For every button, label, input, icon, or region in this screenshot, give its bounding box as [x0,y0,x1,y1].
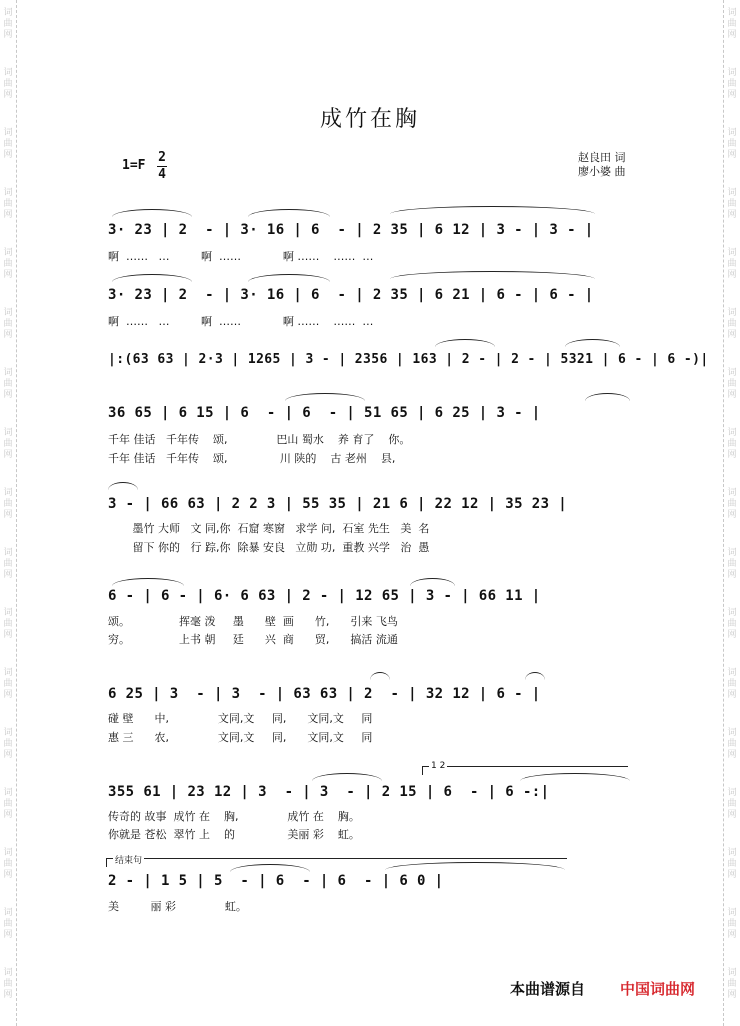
watermark-text: 词 曲 网 [727,608,737,640]
source-label: 本曲谱源自 [510,980,586,998]
watermark-text: 词 曲 网 [3,248,13,280]
watermark-text: 词 曲 网 [3,548,13,580]
watermark-text: 词 曲 网 [727,668,737,700]
watermark-text: 词 曲 网 [3,68,13,100]
left-watermark-strip [0,0,17,1026]
notes-line: 355 61 | 23 12 | 3 - | 3 - | 2 15 | 6 - | 6 -:| [108,784,550,800]
notes-line: 2 - | 1 5 | 5 - | 6 - | 6 - | 6 0 | [108,873,444,889]
key-signature: 1=F [122,158,146,173]
lyric-line: 你就是 苍松 翠竹 上 的 美丽 彩 虹。 [108,828,360,841]
notes-line: 6 25 | 3 - | 3 - | 63 63 | 2 - | 32 12 | 6 - | [108,686,541,702]
song-title: 成竹在胸 [319,107,420,132]
watermark-text: 词 曲 网 [3,848,13,880]
watermark-text: 词 曲 网 [727,128,737,160]
volta-bracket: 1 2 [422,766,628,775]
watermark-text: 词 曲 网 [3,668,13,700]
watermark-text: 词 曲 网 [727,68,737,100]
notes-line: 3· 23 | 2 - | 3· 16 | 6 - | 2 35 | 6 12 | 3 - | 3 - | [108,222,594,238]
watermark-text: 词 曲 网 [3,968,13,1000]
watermark-text: 词 曲 网 [727,968,737,1000]
lyric-line: 碰 壁 中, 文同,文 同, 文同,文 同 [108,712,373,725]
watermark-text: 词 曲 网 [3,728,13,760]
notes-line: 3· 23 | 2 - | 3· 16 | 6 - | 2 35 | 6 21 | 6 - | 6 - | [108,287,594,303]
meter-numerator: 2 [158,150,166,165]
site-name-link[interactable]: 中国词曲网 [620,980,696,998]
watermark-text: 词 曲 网 [727,248,737,280]
watermark-text: 词 曲 网 [727,548,737,580]
watermark-text: 词 曲 网 [3,188,13,220]
notes-line: |:(63 63 | 2·3 | 1265 | 3 - | 2356 | 163 | 2 - | 2 - | 5321 | 6 - | 6 -)| [108,352,709,367]
lyric-line: 颂。 挥毫 泼 墨 壁 画 竹, 引来 飞鸟 [108,615,398,628]
watermark-text: 词 曲 网 [3,8,13,40]
watermark-text: 词 曲 网 [727,308,737,340]
watermark-text: 词 曲 网 [3,908,13,940]
watermark-text: 词 曲 网 [727,428,737,460]
lyric-line: 啊 …… … 啊 …… 啊 …… …… … [108,250,374,263]
notes-line: 6 - | 6 - | 6· 6 63 | 2 - | 12 65 | 3 - | 66 11 | [108,588,541,604]
watermark-text: 词 曲 网 [727,788,737,820]
composer-credit: 廖小婆 曲 [578,165,626,178]
watermark-text: 词 曲 网 [727,368,737,400]
watermark-text: 词 曲 网 [3,788,13,820]
lyric-line: 传奇的 故事 成竹 在 胸, 成竹 在 胸。 [108,810,360,823]
time-signature [157,150,167,183]
lyric-line: 千年 佳话 千年传 颂, 巴山 蜀水 养 育了 你。 [108,433,411,446]
watermark-text: 词 曲 网 [3,428,13,460]
watermark-text: 词 曲 网 [727,488,737,520]
notes-line: 36 65 | 6 15 | 6 - | 6 - | 51 65 | 6 25 | 3 - | [108,405,541,421]
lyric-line: 惠 三 农, 文同,文 同, 文同,文 同 [108,731,373,744]
right-watermark-strip [723,0,740,1026]
watermark-text: 词 曲 网 [727,848,737,880]
watermark-text: 词 曲 网 [3,368,13,400]
watermark-text: 词 曲 网 [727,908,737,940]
meter-denominator: 4 [158,167,166,182]
watermark-text: 词 曲 网 [3,308,13,340]
watermark-text: 词 曲 网 [3,128,13,160]
lyric-line: 墨竹 大师 文 同,你 石窟 寒窗 求学 问, 石室 先生 美 名 [108,522,430,535]
lyric-line: 千年 佳话 千年传 颂, 川 陕的 古 老州 县, [108,452,396,465]
notes-line: 3 - | 66 63 | 2 2 3 | 55 35 | 21 6 | 22 12 | 35 23 | [108,496,568,512]
lyric-line: 啊 …… … 啊 …… 啊 …… …… … [108,315,374,328]
lyric-line: 美 丽 彩 虹。 [108,900,247,913]
watermark-text: 词 曲 网 [727,728,737,760]
watermark-text: 词 曲 网 [727,8,737,40]
coda-bracket: 结束句 [106,858,567,867]
watermark-text: 词 曲 网 [727,188,737,220]
lyric-line: 穷。 上书 朝 廷 兴 商 贸, 搞活 流通 [108,633,398,646]
lyricist-credit: 赵良田 词 [578,151,626,164]
watermark-text: 词 曲 网 [3,488,13,520]
watermark-text: 词 曲 网 [3,608,13,640]
lyric-line: 留下 你的 行 踪,你 除暴 安良 立勋 功, 重教 兴学 治 愚 [108,541,430,554]
